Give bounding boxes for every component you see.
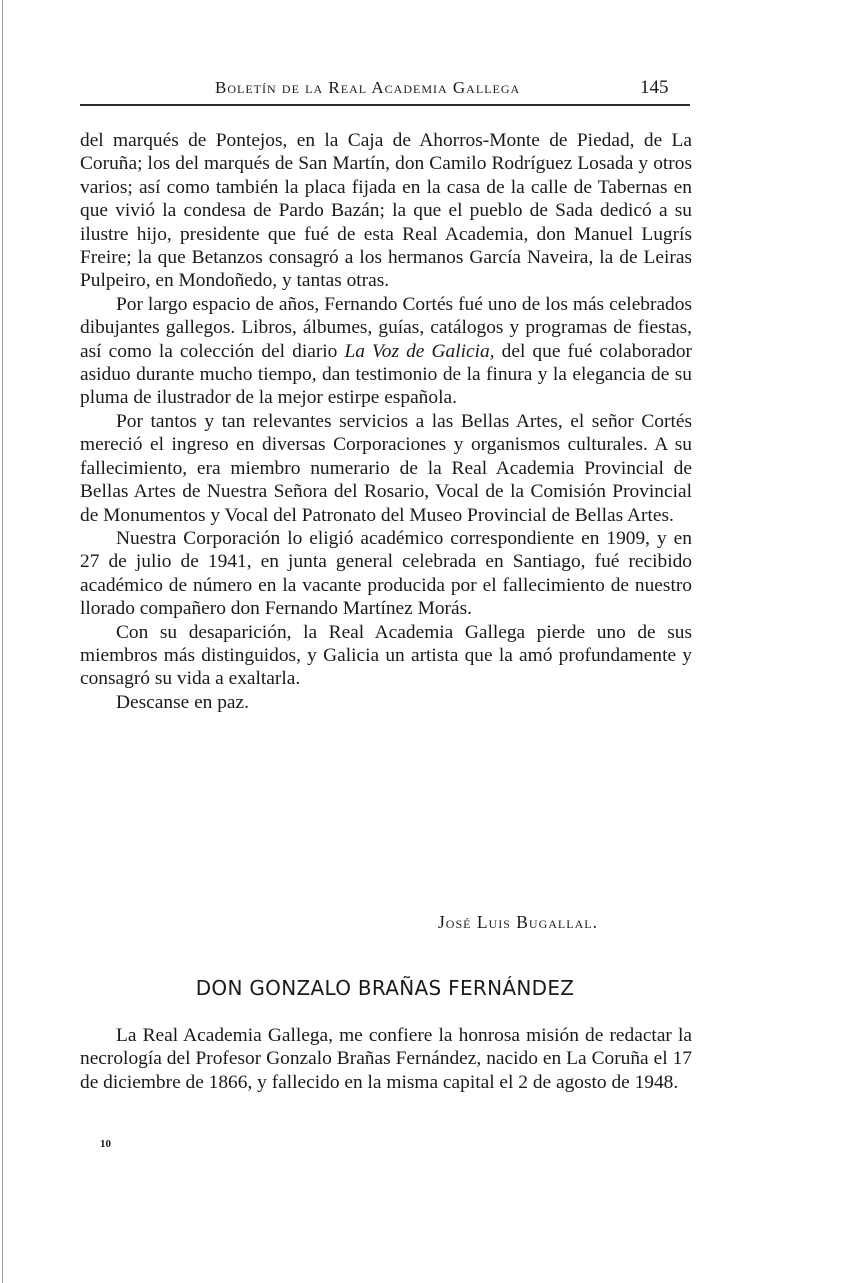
header-rule (80, 104, 690, 106)
paragraph-2-text-b: del que fué colaborador asiduo durante mucho tiempo, dan testimonio de la finura y la elegancia de su pluma de ilustrador de la mejor estirpe española. (80, 340, 693, 409)
page-number: 145 (640, 77, 669, 98)
newspaper-title: La Voz de Galicia, (344, 340, 495, 362)
paragraph-6: Descanse en paz. (116, 691, 249, 713)
page-edge-line (2, 0, 3, 1283)
printer-signature-mark: 10 (100, 1138, 111, 1150)
section-heading-text: DON GONZALO BRAÑAS FERNÁNDEZ (195, 976, 575, 1000)
author-signature: José Luis Bugallal. (438, 912, 598, 932)
paragraph-3: Por tantos y tan relevantes servicios a las Bellas Artes, el señor Cortés mereció el ingreso en diversas Corporaciones y organismos culturales. A su fallecimiento, era miembro numerario de la Real Academia Provincial de Bellas Artes de Nuestra Señora del Rosario, Vocal de la Comisión Provincial de Monumentos y Vocal del Patronato del Museo Provincial de Bellas Artes. (80, 410, 692, 526)
paragraph-1: del marqués de Pontejos, en la Caja de Ahorros-Monte de Piedad, de La Coruña; los del marqués de San Martín, don Camilo Rodríguez Losada y otros varios; así como también la placa fijada en la casa de la calle de Tabernas en que vivió la condesa de Pardo Bazán; la que el pueblo de Sada dedicó a su ilustre hijo, presidente que fué de esta Real Academia, don Manuel Lugrís Freire; la que Betanzos consagró a los hermanos García Naveira, la de Leiras Pulpeiro, en Mondoñedo, y tantas otras. (80, 130, 692, 292)
paragraph-2 (80, 293, 692, 410)
paragraph-5: Con su desaparición, la Real Academia Gallega pierde uno de sus miembros más distinguidos, y Galicia un artista que la amó profundamente y consagró su vida a exaltarla. (80, 621, 692, 690)
second-paragraph-1: La Real Academia Gallega, me confiere la honrosa misión de redactar la necrología del Profesor Gonzalo Brañas Fernández, nacido en La Coruña el 17 de diciembre de 1866, y fallecido en la misma capital el 2 de agosto de 1948. (80, 1025, 692, 1093)
second-article-body (80, 1024, 692, 1094)
running-head: Boletín de la Real Academia Gallega (215, 78, 521, 97)
paragraph-4: Nuestra Corporación lo eligió académico correspondiente en 1909, y en 27 de julio de 1941, en junta general celebrada en Santiago, fué recibido académico de número en la vacante producida por el fallecimiento de nuestro llorado compañero don Fernando Martínez Morás. (80, 527, 692, 620)
section-heading (0, 976, 770, 1000)
article-body (80, 129, 692, 714)
paragraph-2-text-a: Por largo espacio de años, Fernando Cortés fué uno de los más celebrados dibujantes gallegos. Libros, álbumes, guías, catálogos y programas de fiestas, así como la colección del diario (80, 293, 692, 362)
